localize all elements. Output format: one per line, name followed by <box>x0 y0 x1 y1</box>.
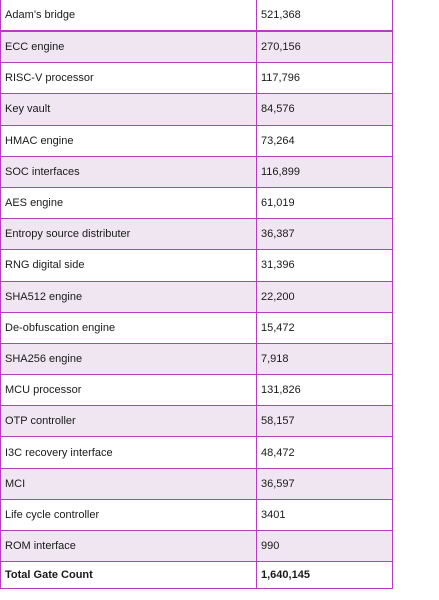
table-row <box>1 468 393 499</box>
component-name-cell: Adam’s bridge <box>1 0 257 31</box>
table-row <box>1 156 393 187</box>
component-name-cell: Key vault <box>1 94 257 125</box>
table-row <box>1 187 393 218</box>
component-name-cell: I3C recovery interface <box>1 437 257 468</box>
component-name-cell: MCU processor <box>1 375 257 406</box>
gate-count-cell: 73,264 <box>257 125 393 156</box>
table-row <box>1 375 393 406</box>
total-row <box>1 562 393 589</box>
component-name-cell: Life cycle controller <box>1 499 257 530</box>
table-row <box>1 343 393 374</box>
component-name-cell: De-obfuscation engine <box>1 312 257 343</box>
gate-count-cell: 84,576 <box>257 94 393 125</box>
total-count-cell: 1,640,145 <box>257 562 393 589</box>
gate-count-cell: 48,472 <box>257 437 393 468</box>
gate-count-cell: 990 <box>257 531 393 562</box>
component-name-cell: SHA256 engine <box>1 343 257 374</box>
table-row <box>1 312 393 343</box>
gate-count-cell: 117,796 <box>257 63 393 94</box>
total-label-cell: Total Gate Count <box>1 562 257 589</box>
gate-count-cell: 131,826 <box>257 375 393 406</box>
table-row <box>1 499 393 530</box>
table-row <box>1 406 393 437</box>
gate-count-cell: 36,597 <box>257 468 393 499</box>
table-row <box>1 125 393 156</box>
table-row <box>1 281 393 312</box>
gate-count-cell: 36,387 <box>257 219 393 250</box>
component-name-cell: MCI <box>1 468 257 499</box>
table-row <box>1 437 393 468</box>
gate-count-cell: 270,156 <box>257 31 393 63</box>
table-row <box>1 531 393 562</box>
component-name-cell: RNG digital side <box>1 250 257 281</box>
gate-count-cell: 61,019 <box>257 187 393 218</box>
component-name-cell: OTP controller <box>1 406 257 437</box>
table-row <box>1 63 393 94</box>
table-row <box>1 94 393 125</box>
gate-count-cell: 15,472 <box>257 312 393 343</box>
gate-count-cell: 116,899 <box>257 156 393 187</box>
component-name-cell: SOC interfaces <box>1 156 257 187</box>
table-row <box>1 31 393 63</box>
component-name-cell: Entropy source distributer <box>1 219 257 250</box>
table-row <box>1 219 393 250</box>
gate-count-cell: 3401 <box>257 499 393 530</box>
component-name-cell: ECC engine <box>1 31 257 63</box>
component-name-cell: SHA512 engine <box>1 281 257 312</box>
component-name-cell: AES engine <box>1 187 257 218</box>
table-row <box>1 0 393 31</box>
component-name-cell: HMAC engine <box>1 125 257 156</box>
gate-count-cell: 31,396 <box>257 250 393 281</box>
table-row <box>1 250 393 281</box>
gate-count-cell: 58,157 <box>257 406 393 437</box>
component-name-cell: ROM interface <box>1 531 257 562</box>
gate-count-cell: 521,368 <box>257 0 393 31</box>
gate-count-cell: 7,918 <box>257 343 393 374</box>
gate-count-cell: 22,200 <box>257 281 393 312</box>
component-name-cell: RISC-V processor <box>1 63 257 94</box>
